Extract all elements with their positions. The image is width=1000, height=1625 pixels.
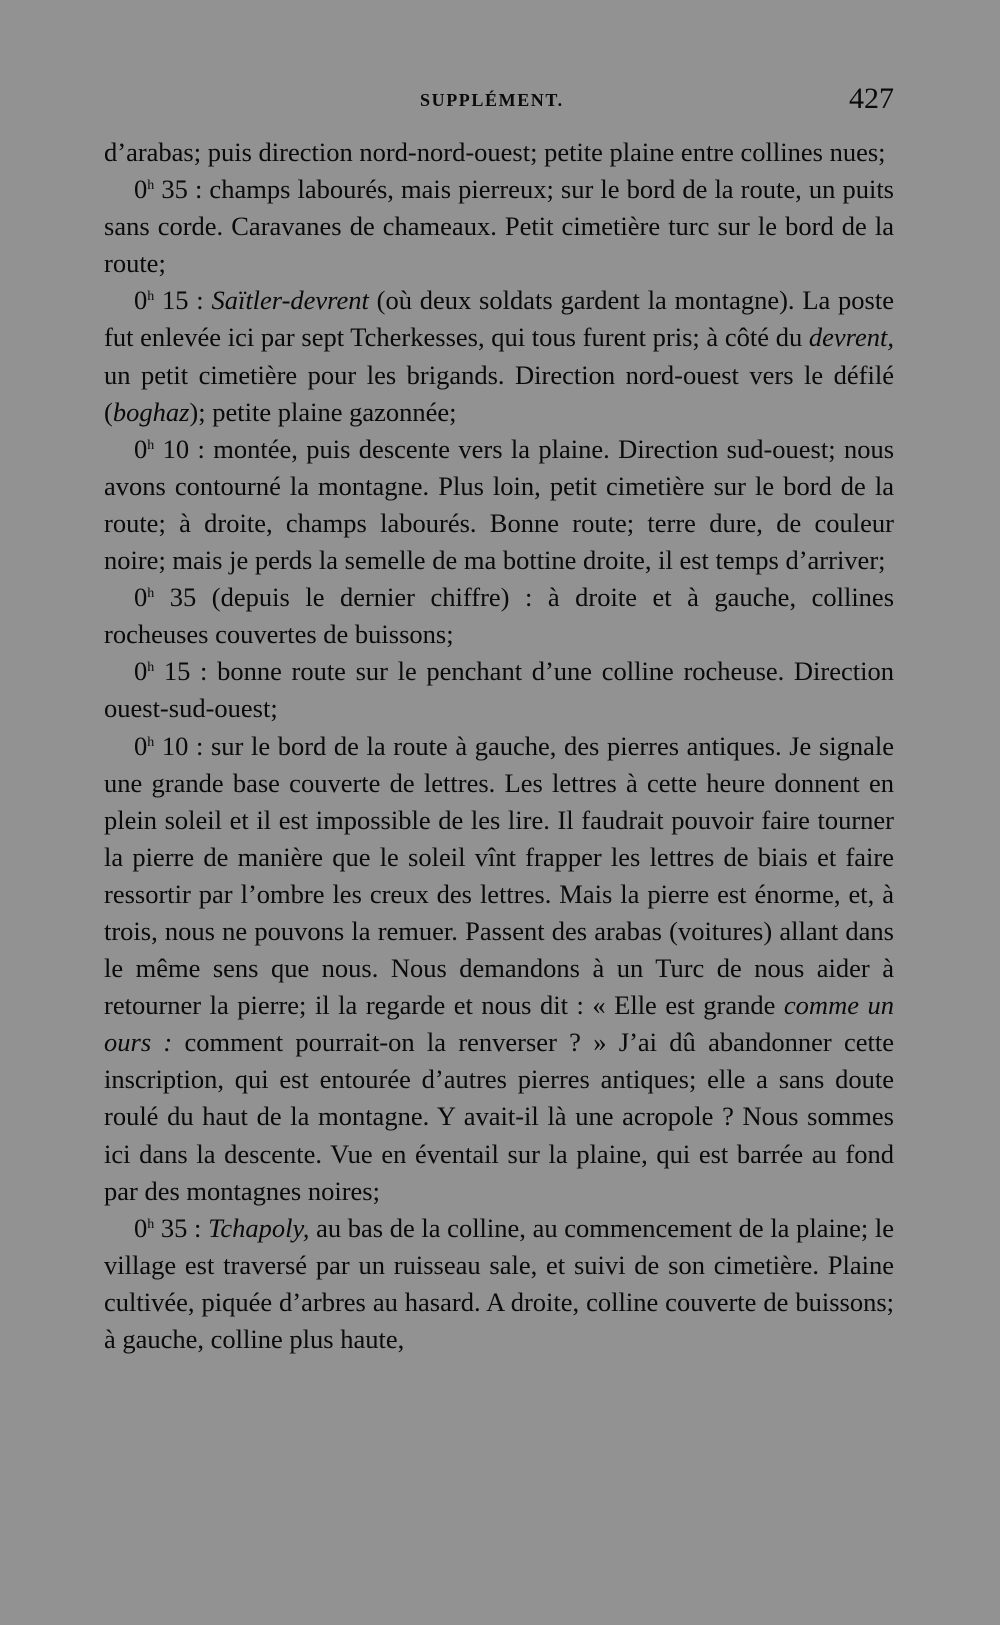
time-marker: 0$^h$ 10 — [134, 730, 189, 761]
paragraph-text: : sur le bord de la route à gauche, des pierres antiques. Je signale une grande base couverte de lettres. Les lettres à cette heure donnent en plein soleil et il est impossible de les lire. Il faudrait pouvoir faire tourner la pierre de manière que le soleil vînt frapper les lettres de biais et faire ressortir par l’ombre les creux des lettres. Mais la pierre est énorme, et, à trois, nous ne pouvons la remuer. Passent des arabas (voitures) allant dans le même sens que nous. Nous demandons à un Turc de nous aider à retourner la pierre; il la regarde et nous dit : « Elle est grande — [104, 730, 894, 1021]
time-marker: 0$^h$ 15 — [134, 285, 189, 316]
time-marker: 0$^h$ 35 — [134, 174, 188, 205]
paragraph-text: : bonne route sur le penchant d’une colline rocheuse. Direction ouest-sud-ouest; — [104, 656, 894, 724]
paragraph-5 — [104, 579, 894, 653]
page-number: 427 — [849, 82, 894, 115]
paragraph-6 — [104, 653, 894, 727]
place-term: devrent, — [808, 322, 894, 353]
quote-italic: comme un ours : — [104, 990, 894, 1058]
time-marker: 0$^h$ 35 — [134, 582, 197, 613]
paragraph-text: d’arabas; puis direction nord-nord-ouest; petite plaine entre collines nues; — [104, 137, 886, 167]
paragraph-2 — [104, 171, 894, 282]
running-head: SUPPLÉMENT. — [420, 90, 564, 110]
paragraph-text: : champs labourés, mais pierreux; sur le bord de la route, un puits sans corde. Caravanes de chameaux. Petit cimetière turc sur le bord de la route; — [104, 174, 894, 279]
paragraph-3: 0$^h$ 15 : Saïtler-devrent (où deux soldats gardent la montagne). La poste fut enlevée ici par sept Tcherkesses, qui tous furent pris; à côté du devrent, un petit cimetière pour les brigands. Direction nord-ouest vers le défilé (boghaz); petite plaine gazonnée; — [104, 285, 894, 427]
paragraph-8: 0$^h$ 35 : Tchapoly, au bas de la colline, au commencement de la plaine; le village est traversé par un ruisseau sale, et suivi de son cimetière. Plaine cultivée, piquée d’arbres au hasard. A droite, colline couverte de buissons; à gauche, colline plus haute, — [104, 1212, 894, 1354]
place-term: boghaz — [112, 396, 190, 427]
place-name: Saïtler-devrent — [211, 285, 369, 316]
place-name: Tchapoly, — [208, 1212, 310, 1243]
time-marker: 0$^h$ 15 — [134, 656, 191, 687]
paragraph-text: : montée, puis descente vers la plaine. Direction sud-ouest; nous avons contourné la montagne. Plus loin, petit cimetière sur le bord de la route; à droite, champs labourés. Bonne route; terre dure, de couleur noire; mais je perds la semelle de ma bottine droite, il est temps d’arriver; — [104, 433, 895, 576]
page-header — [104, 82, 894, 122]
time-marker: 0$^h$ 10 — [134, 433, 190, 464]
body-text — [104, 134, 894, 1358]
paragraph-7: 0$^h$ 10 : sur le bord de la route à gauche, des pierres antiques. Je signale une grande base couverte de lettres. Les lettres à cette heure donnent en plein soleil et il est impossible de les lire. Il faudrait pouvoir faire tourner la pierre de manière que le soleil vînt frapper les lettres de biais et faire ressortir par l’ombre les creux des lettres. Mais la pierre est énorme, et, à trois, nous ne pouvons la remuer. Passent des arabas (voitures) allant dans le même sens que nous. Nous demandons à un Turc de nous aider à retourner la pierre; il la regarde et nous dit : « Elle est grande comme un ours : comment pourrait-on la renverser ? » J’ai dû abandonner cette inscription, qui est entourée d’autres pierres antiques; elle a sans doute roulé du haut de la montagne. Y avait-il là une acropole ? Nous sommes ici dans la descente. Vue en éventail sur la plaine, qui est barrée au fond par des montagnes noires; — [104, 730, 894, 1206]
paragraph-text: (depuis le dernier chiffre) : à droite et à gauche, collines rocheuses couvertes de buissons; — [104, 582, 895, 650]
time-marker: 0$^h$ 35 — [134, 1212, 188, 1243]
paragraph-1 — [104, 134, 894, 171]
paragraph-4 — [104, 431, 894, 579]
paragraph-text: au bas de la colline, au commencement de la plaine; le village est traversé par un ruisseau sale, et suivi de son cimetière. Plaine cultivée, piquée d’arbres au hasard. A droite, colline couverte de buissons; à gauche, colline plus haute, — [104, 1212, 894, 1354]
